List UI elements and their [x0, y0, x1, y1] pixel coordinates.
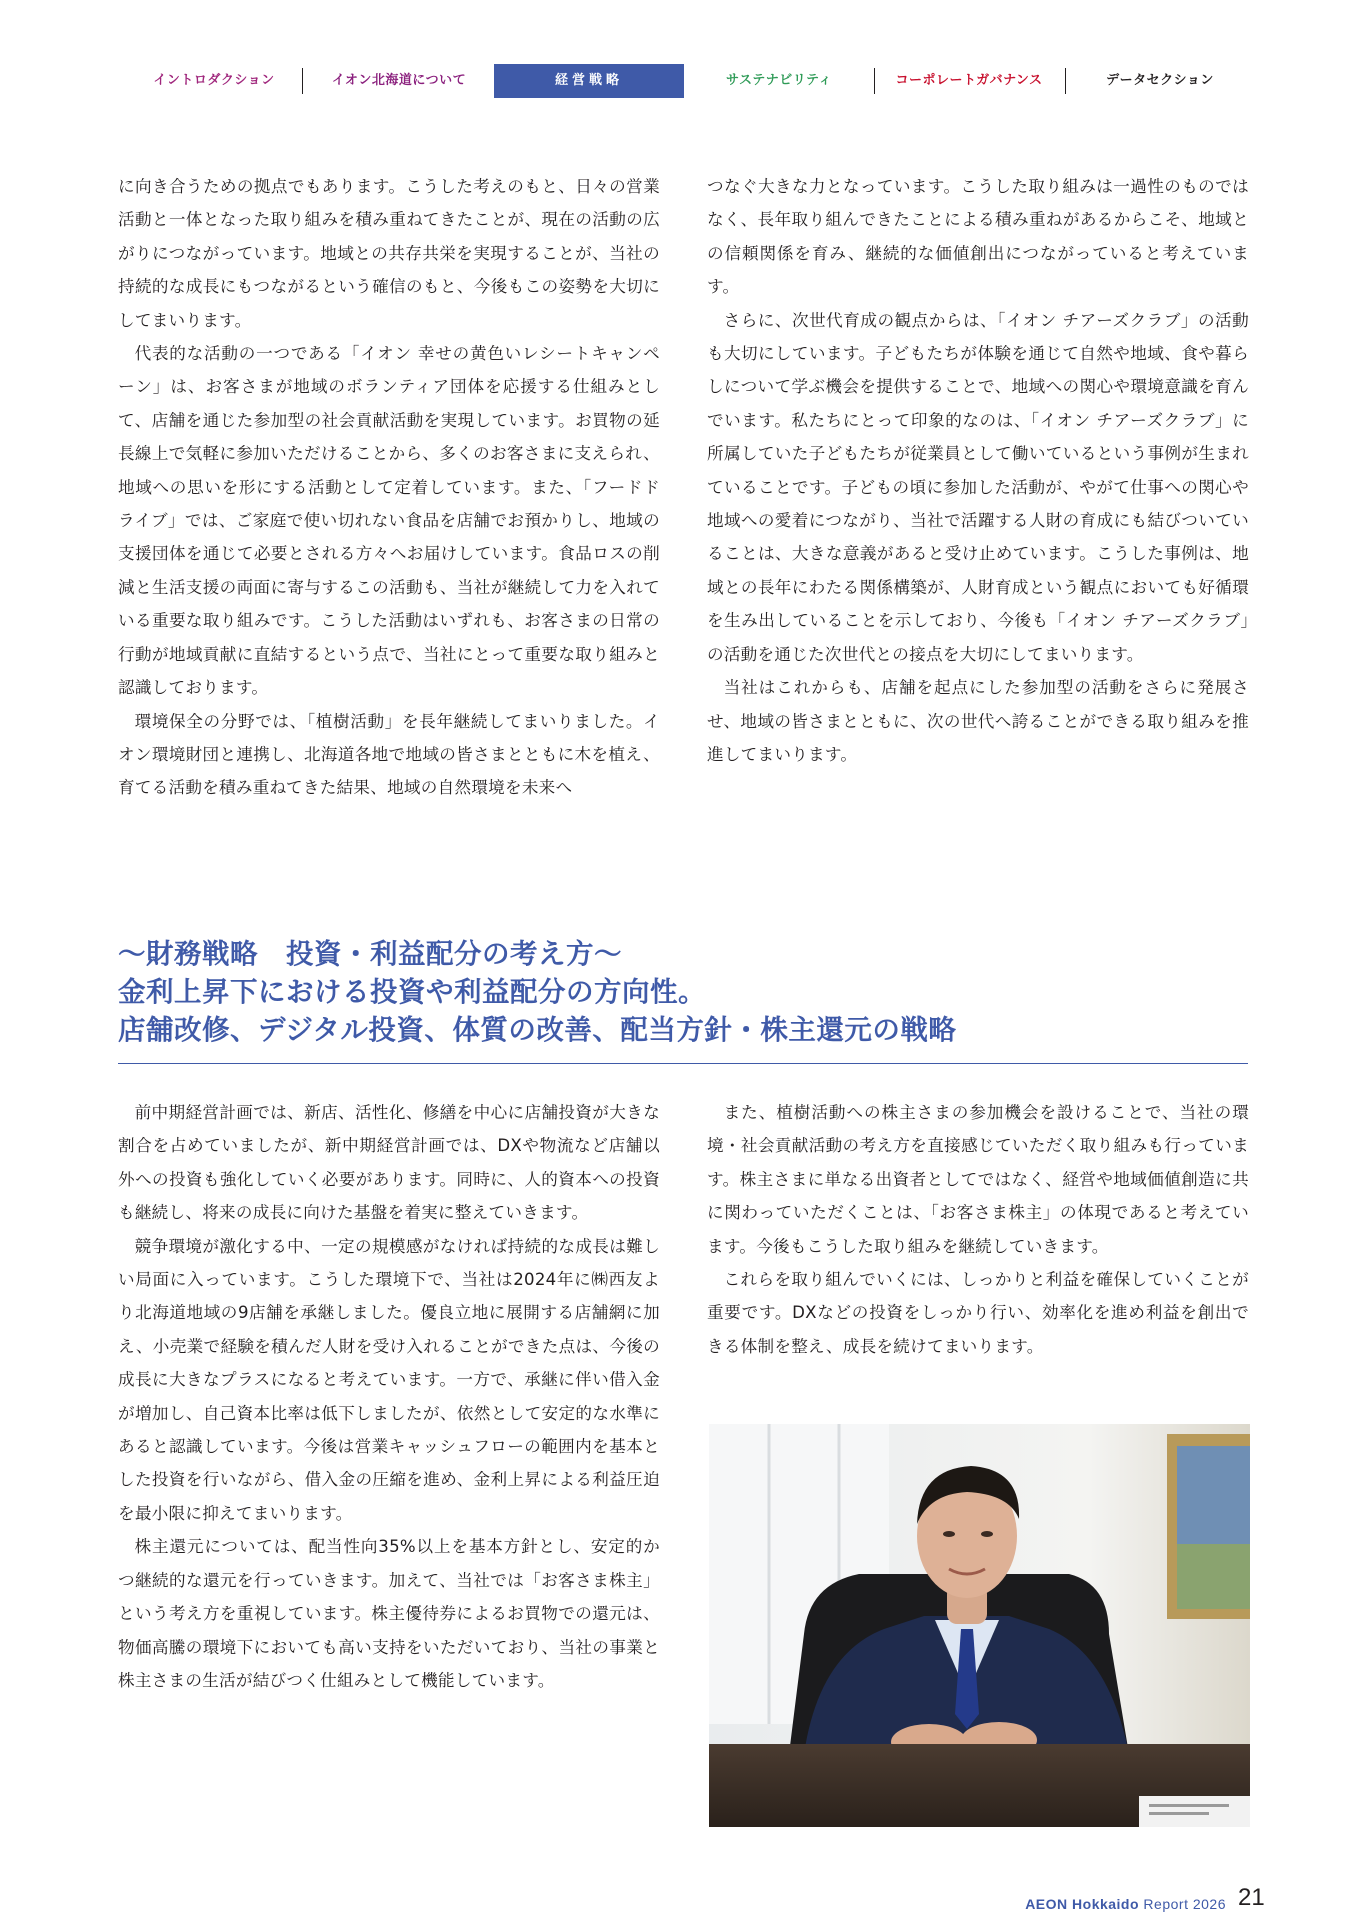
paragraph: に向き合うための拠点でもあります。こうした考えのもと、日々の営業活動と一体となった取り組みを積み重ねてきたことが、現在の活動の広がりにつながっています。地域との共存共栄を実現することが、当社の持続的な成長にもつながるという確信のもと、今後もこの姿勢を大切にしてまいります。 [118, 177, 660, 330]
paragraph: 当社はこれからも、店舗を起点にした参加型の活動をさらに発展させ、地域の皆さまとともに、次の世代へ誇ることができる取り組みを推進してまいります。 [707, 678, 1249, 764]
footer-brand-name: AEON Hokkaido [1025, 1896, 1140, 1912]
paragraph: 競争環境が激化する中、一定の規模感がなければ持続的な成長は難しい局面に入っています。こうした環境下で、当社は2024年に㈱西友より北海道地域の9店舗を承継しました。優良立地に展開する店舗網に加え、小売業で経験を積んだ人財を受け入れることができた点は、今後の成長に大きなプラスになると考えています。一方で、承継に伴い借入金が増加し、自己資本比率は低下しましたが、依然として安定的な水準にあると認識しています。今後は営業キャッシュフローの範囲内を基本とした投資を行いながら、借入金の圧縮を進め、金利上昇による利益圧迫を最小限に抑えてまいります。 [118, 1236, 660, 1523]
nav-tab-about[interactable]: イオン北海道について [331, 73, 467, 88]
footer-report-label: Report 2026 [1139, 1896, 1226, 1912]
upper-left-column [118, 170, 660, 805]
lower-right-column [707, 1096, 1249, 1363]
section-heading [118, 935, 1248, 1049]
paragraph: また、植樹活動への株主さまの参加機会を設けることで、当社の環境・社会貢献活動の考え方を直接感じていただく取り組みも行っています。株主さまに単なる出資者としてではなく、経営や地域価値創造に共に関わっていただくことは、「お客さま株主」の体現であると考えています。今後もこうした取り組みを継続していきます。 [707, 1103, 1249, 1256]
nav-tab-strategy[interactable]: 経営戦略 [494, 64, 684, 98]
heading-divider [118, 1063, 1248, 1064]
nav-tab-sustainability[interactable]: サステナビリティ [726, 73, 832, 88]
heading-line: 〜財務戦略 投資・利益配分の考え方〜 [118, 938, 622, 970]
heading-line: 店舗改修、デジタル投資、体質の改善、配当方針・株主還元の戦略 [118, 1014, 957, 1046]
nav-divider [874, 68, 875, 94]
paragraph: 株主還元については、配当性向35%以上を基本方針とし、安定的かつ継続的な還元を行っていきます。加えて、当社では「お客さま株主」という考え方を重視しています。株主優待券によるお買物での還元は、物価高騰の環境下においても高い支持をいただいており、当社の事業と株主さまの生活が結びつく仕組みとして機能しています。 [118, 1537, 660, 1690]
paragraph: さらに、次世代育成の観点からは、「イオン チアーズクラブ」の活動も大切にしています。子どもたちが体験を通じて自然や地域、食や暮らしについて学ぶ機会を提供することで、地域への関心や環境意識を育んでいます。私たちにとって印象的なのは、「イオン チアーズクラブ」に所属していた子どもたちが従業員として働いているという事例が生まれていることです。子どもの頃に参加した活動が、やがて仕事への関心や地域への愛着につながり、当社で活躍する人財の育成にも結びついていることは、大きな意義があると受け止めています。こうした事例は、地域との長年にわたる関係構築が、人財育成という観点においても好循環を生み出していることを示しており、今後も「イオン チアーズクラブ」の活動を通じた次世代との接点を大切にしてまいります。 [707, 310, 1249, 664]
paragraph: つなぐ大きな力となっています。こうした取り組みは一過性のものではなく、長年取り組んできたことによる積み重ねがあるからこそ、地域との信頼関係を育み、継続的な価値創出につながっていると考えています。 [707, 177, 1249, 297]
lower-left-column [118, 1096, 660, 1697]
upper-right-column [707, 170, 1249, 771]
executive-photo-illustration [709, 1424, 1250, 1827]
nav-tab-introduction[interactable]: イントロダクション [153, 73, 275, 88]
footer-brand [1000, 1896, 1226, 1912]
nav-tab-data[interactable]: データセクション [1106, 73, 1214, 88]
paragraph: 環境保全の分野では、「植樹活動」を長年継続してまいりました。イオン環境財団と連携し、北海道各地で地域の皆さまとともに木を植え、育てる活動を積み重ねてきた結果、地域の自然環境を未来へ [118, 711, 660, 798]
executive-photo [709, 1424, 1250, 1827]
paragraph: これらを取り組んでいくには、しっかりと利益を確保していくことが重要です。DXなどの投資をしっかり行い、効率化を進め利益を創出できる体制を整え、成長を続けてまいります。 [707, 1270, 1249, 1356]
nav-tab-governance[interactable]: コーポレートガバナンス [895, 73, 1043, 88]
section-nav [130, 64, 1260, 98]
paragraph: 前中期経営計画では、新店、活性化、修繕を中心に店舗投資が大きな割合を占めていましたが、新中期経営計画では、DXや物流など店舗以外への投資も強化していく必要があります。同時に、人的資本への投資も継続し、将来の成長に向けた基盤を着実に整えていきます。 [118, 1103, 660, 1223]
nav-divider [302, 68, 303, 94]
paragraph: 代表的な活動の一つである「イオン 幸せの黄色いレシートキャンペーン」は、お客さまが地域のボランティア団体を応援する仕組みとして、店舗を通じた参加型の社会貢献活動を実現しています。お買物の延長線上で気軽に参加いただけることから、多くのお客さまに支えられ、地域への思いを形にする活動として定着しています。また、「フードドライブ」では、ご家庭で使い切れない食品を店舗でお預かりし、地域の支援団体を通じて必要とされる方々へお届けしています。食品ロスの削減と生活支援の両面に寄与するこの活動も、当社が継続して力を入れている重要な取り組みです。こうした活動はいずれも、お客さまの日常の行動が地域貢献に直結するという点で、当社にとって重要な取り組みと認識しております。 [118, 344, 660, 698]
page-number: 21 [1238, 1884, 1265, 1911]
nav-divider [1065, 68, 1066, 94]
heading-line: 金利上昇下における投資や利益配分の方向性。 [118, 976, 706, 1008]
